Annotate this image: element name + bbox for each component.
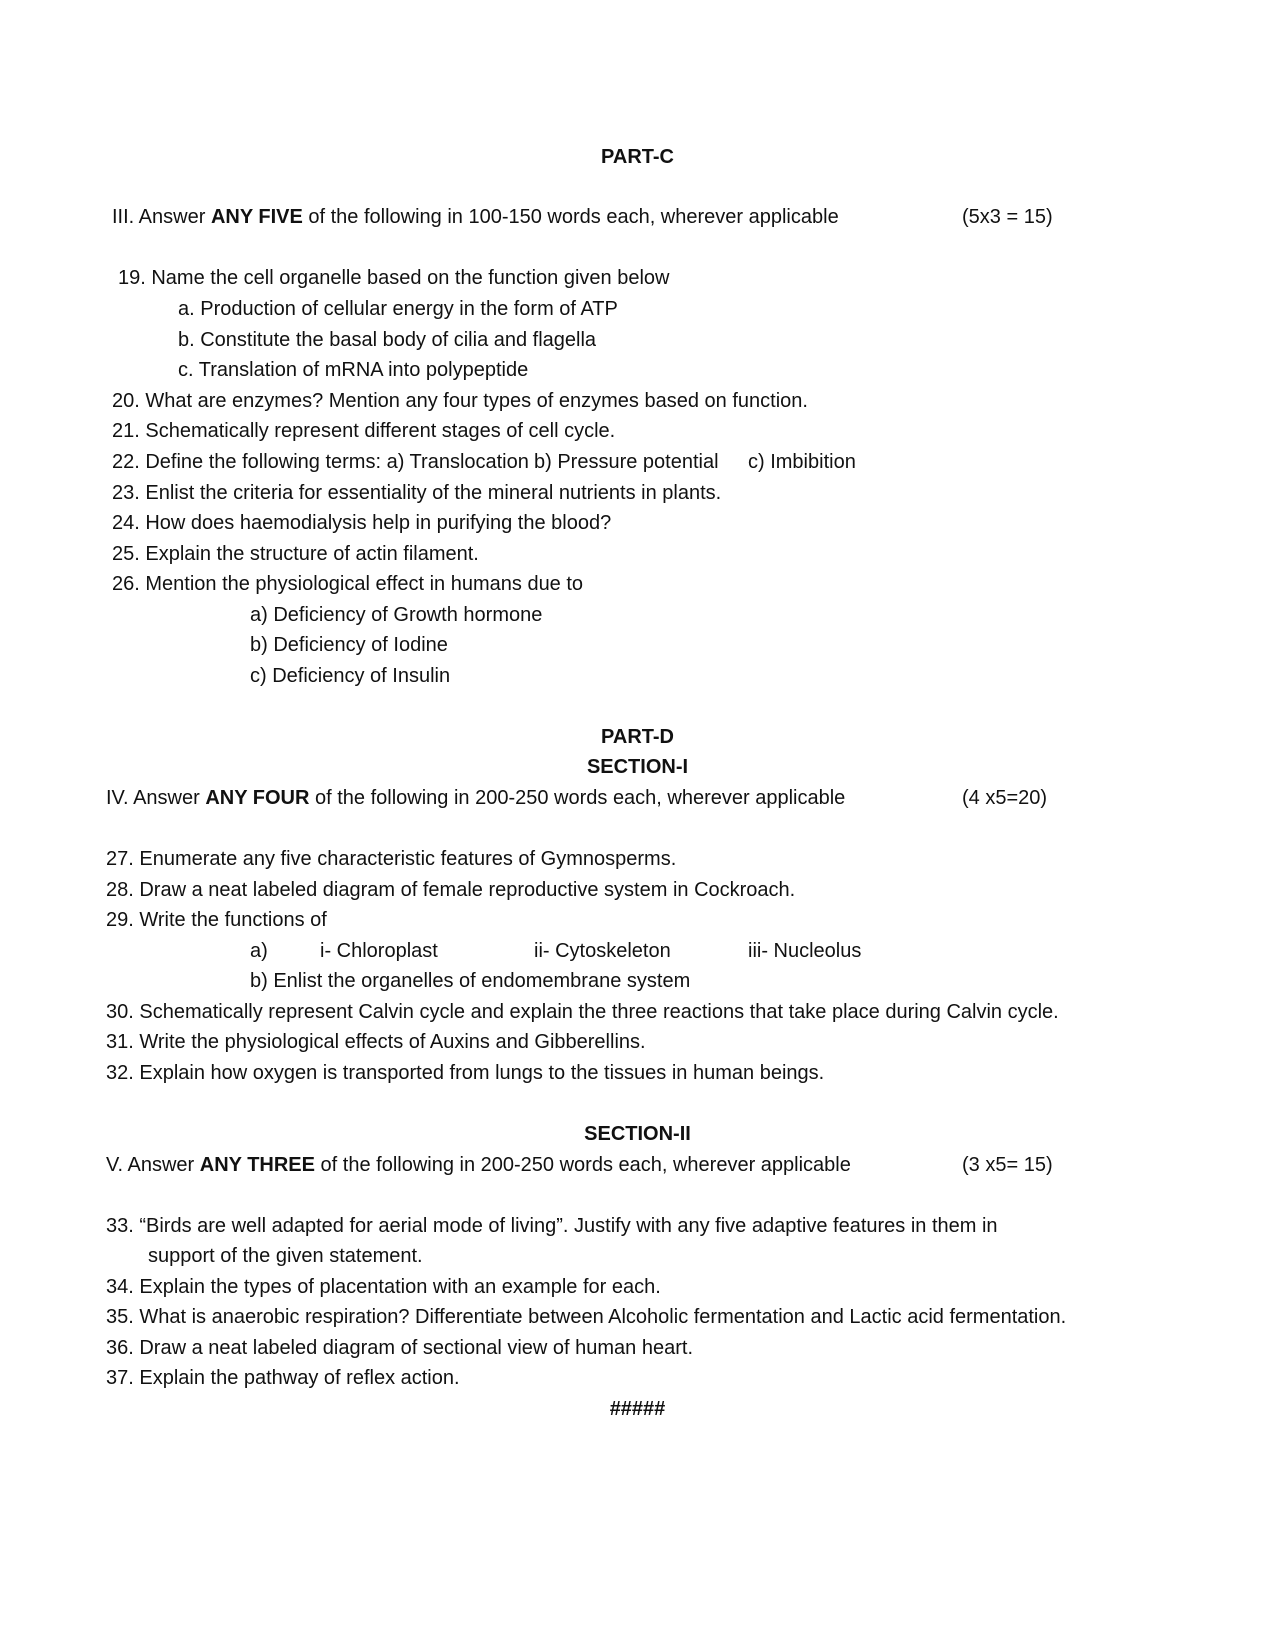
- question-28: 28. Draw a neat labeled diagram of female reproductive system in Cockroach.: [106, 879, 796, 901]
- section-1-heading: SECTION-I: [586, 756, 689, 778]
- section-1-marks: (4 x5=20): [962, 787, 1048, 809]
- instruction-prefix: III. Answer: [112, 206, 211, 228]
- question-35: 35. What is anaerobic respiration? Differentiate between Alcoholic fermentation and Lactic acid fermentation.: [106, 1306, 1067, 1328]
- question-19-c: c. Translation of mRNA into polypeptide: [178, 359, 529, 381]
- question-22: 22. Define the following terms: a) Translocation: [112, 451, 529, 473]
- question-24: 24. How does haemodialysis help in purifying the blood?: [112, 512, 612, 534]
- question-29: 29. Write the functions of: [106, 909, 327, 931]
- section-2-marks: (3 x5= 15): [962, 1154, 1053, 1176]
- question-26-b: b) Deficiency of Iodine: [250, 634, 448, 656]
- instruction-suffix: of the following in 200-250 words each, wherever applicable: [309, 787, 846, 809]
- question-29-a-i: i- Chloroplast: [320, 940, 438, 962]
- question-19-b: b. Constitute the basal body of cilia and flagella: [178, 329, 597, 351]
- part-c-instruction: [112, 205, 839, 229]
- question-26-a: a) Deficiency of Growth hormone: [250, 604, 543, 626]
- question-31: 31. Write the physiological effects of Auxins and Gibberellins.: [106, 1031, 646, 1053]
- part-d-heading: PART-D: [601, 726, 674, 748]
- instruction-prefix: V. Answer: [106, 1154, 200, 1176]
- question-29-a-iii: iii- Nucleolus: [748, 940, 862, 962]
- part-c-heading: PART-C: [601, 146, 674, 168]
- question-25: 25. Explain the structure of actin filament.: [112, 543, 479, 565]
- question-26-c: c) Deficiency of Insulin: [250, 665, 451, 687]
- question-33-continued: support of the given statement.: [148, 1245, 423, 1267]
- part-c-marks: (5x3 = 15): [962, 206, 1053, 228]
- question-29-b: b) Enlist the organelles of endomembrane system: [250, 970, 691, 992]
- end-mark: #####: [609, 1398, 666, 1420]
- section-1-instruction: [106, 786, 845, 810]
- question-19-a: a. Production of cellular energy in the form of ATP: [178, 298, 618, 320]
- question-36: 36. Draw a neat labeled diagram of sectional view of human heart.: [106, 1337, 694, 1359]
- question-27: 27. Enumerate any five characteristic features of Gymnosperms.: [106, 848, 677, 870]
- question-30: 30. Schematically represent Calvin cycle and explain the three reactions that take place during Calvin cycle.: [106, 1001, 1059, 1023]
- question-21: 21. Schematically represent different stages of cell cycle.: [112, 420, 616, 442]
- question-22-b: b) Pressure potential: [534, 451, 719, 473]
- question-33: 33. “Birds are well adapted for aerial mode of living”. Justify with any five adaptive features in them in: [106, 1215, 998, 1237]
- instruction-suffix: of the following in 100-150 words each, wherever applicable: [302, 206, 839, 228]
- question-20: 20. What are enzymes? Mention any four types of enzymes based on function.: [112, 390, 808, 412]
- instruction-prefix: IV. Answer: [106, 787, 206, 809]
- instruction-emphasis: ANY FOUR: [205, 787, 310, 809]
- instruction-suffix: of the following in 200-250 words each, wherever applicable: [314, 1154, 851, 1176]
- question-23: 23. Enlist the criteria for essentiality of the mineral nutrients in plants.: [112, 482, 722, 504]
- instruction-emphasis: ANY THREE: [199, 1154, 315, 1176]
- question-34: 34. Explain the types of placentation with an example for each.: [106, 1276, 661, 1298]
- question-26: 26. Mention the physiological effect in humans due to: [112, 573, 584, 595]
- instruction-emphasis: ANY FIVE: [210, 206, 303, 228]
- question-37: 37. Explain the pathway of reflex action.: [106, 1367, 460, 1389]
- section-2-instruction: [106, 1153, 851, 1177]
- section-2-heading: SECTION-II: [584, 1123, 691, 1145]
- question-22-c: c) Imbibition: [748, 451, 856, 473]
- question-32: 32. Explain how oxygen is transported from lungs to the tissues in human beings.: [106, 1062, 825, 1084]
- question-29-a-label: a): [250, 940, 268, 962]
- question-29-a-ii: ii- Cytoskeleton: [534, 940, 671, 962]
- question-19: 19. Name the cell organelle based on the function given below: [118, 267, 670, 289]
